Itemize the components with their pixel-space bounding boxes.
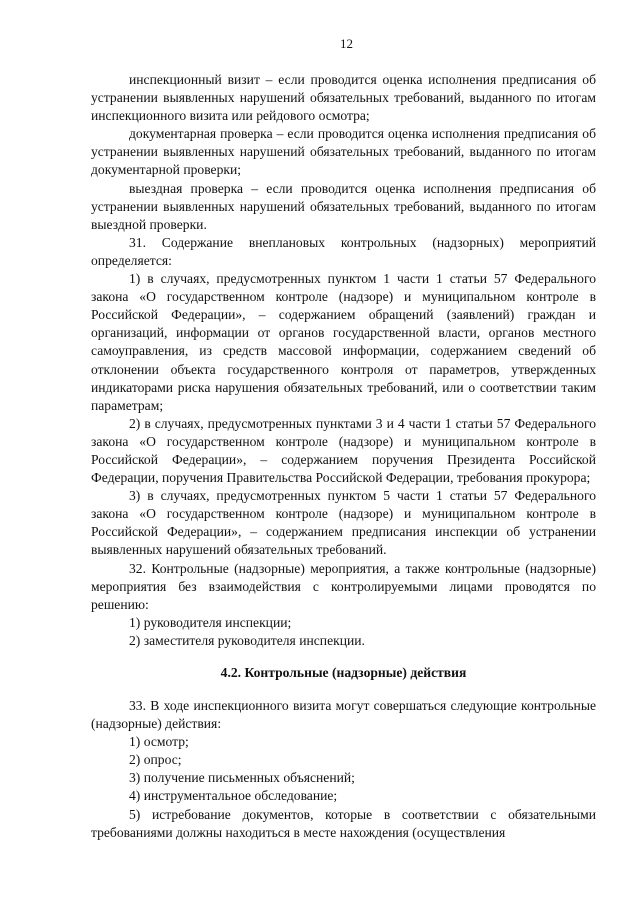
paragraph-item-31-3: 3) в случаях, предусмотренных пунктом 5 части 1 статьи 57 Федерального закона «О государственном контроле (надзоре) и муниципальном контроле в Российской Федерации», – содержанием предписания инспекции об устранении выявленных нарушений обязательных требований. (91, 488, 596, 558)
paragraph-item-32-1: 1) руководителя инспекции; (129, 614, 292, 630)
section-heading: 4.2. Контрольные (надзорные) действия (220, 665, 467, 680)
paragraph-inspection-visit: инспекционный визит – если проводится оценка исполнения предписания об устранении выявленных нарушений обязательных требований, выданного по итогам инспекционного визита или рейдового осмотра; (91, 72, 596, 124)
paragraph-item-33-3: 3) получение письменных объяснений; (129, 770, 355, 786)
paragraph-item-31-2: 2) в случаях, предусмотренных пунктами 3 и 4 части 1 статьи 57 Федерального закона «О государственном контроле (надзоре) и муниципальном контроле в Российской Федерации», – содержанием поручения Президента Российской Федерации, поручения Правительства Российской Федерации, требования прокурора; (91, 415, 596, 486)
paragraph-item-33-5: 5) истребование документов, которые в соответствии с обязательными требованиями должны находиться в месте нахождения (осуществления (91, 806, 596, 840)
paragraph-documentary-check: документарная проверка – если проводится оценка исполнения предписания об устранении выявленных нарушений обязательных требований, выданного по итогам документарной проверки; (91, 126, 596, 178)
paragraph-item-31: 31. Содержание внеплановых контрольных (надзорных) мероприятий определяется: (91, 234, 596, 268)
paragraph-item-32-2: 2) заместителя руководителя инспекции. (129, 632, 365, 648)
paragraph-item-33-2: 2) опрос; (129, 752, 182, 768)
document-body (91, 71, 596, 842)
paragraph-item-32: 32. Контрольные (надзорные) мероприятия, а также контрольные (надзорные) мероприятия без взаимодействия с контролируемыми лицами проводятся по решению: (91, 560, 596, 612)
page-number: 12 (340, 36, 353, 51)
paragraph-item-33-4: 4) инструментальное обследование; (129, 788, 338, 804)
paragraph-item-33: 33. В ходе инспекционного визита могут совершаться следующие контрольные (надзорные) действия: (91, 698, 596, 732)
paragraph-field-check: выездная проверка – если проводится оценка исполнения предписания об устранении выявленных нарушений обязательных требований, выданного по итогам выездной проверки. (91, 180, 596, 232)
paragraph-item-31-1: 1) в случаях, предусмотренных пунктом 1 части 1 статьи 57 Федерального закона «О государственном контроле (надзоре) и муниципальном контроле в Российской Федерации», – содержанием обращений (заявлений) граждан и организаций, информации от органов государственной власти, органов местного самоуправления, из средств массовой информации, содержанием сведений об отклонении объекта государственного контроля от параметров, утвержденных индикаторами риска нарушения обязательных требований, или о соответствии таким параметрам; (91, 271, 596, 413)
paragraph-item-33-1: 1) осмотр; (129, 734, 189, 750)
